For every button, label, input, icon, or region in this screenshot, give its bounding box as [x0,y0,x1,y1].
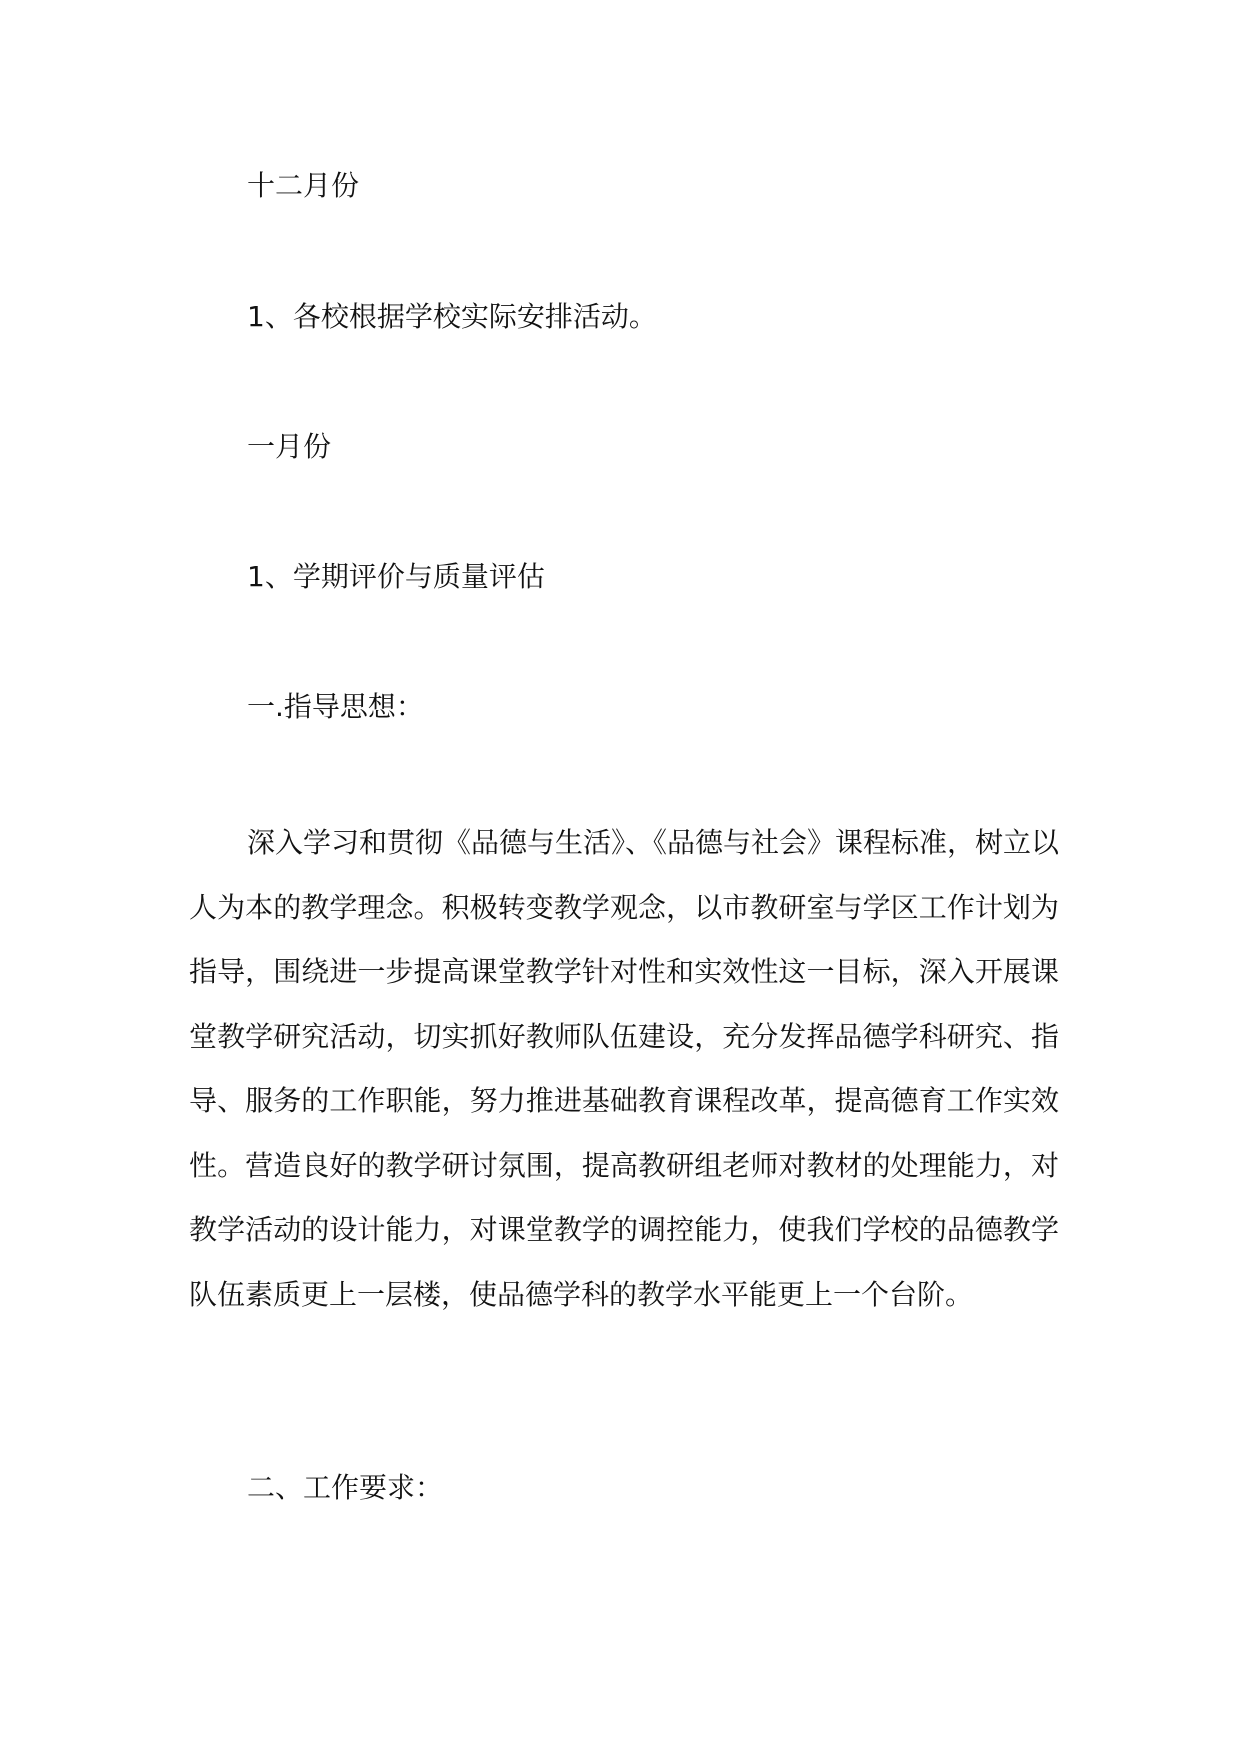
guiding-ideology-paragraph: 深入学习和贯彻《品德与生活》、《品德与社会》课程标准，树立以人为本的教学理念。积极转变教学观念，以市教研室与学区工作计划为指导，围绕进一步提高课堂教学针对性和实效性这一目标，深入开展课堂教学研究活动，切实抓好教师队伍建设，充分发挥品德学科研究、指导、服务的工作职能，努力推进基础教育课程改革，提高德育工作实效性。营造良好的教学研讨氛围，提高教研组老师对教材的处理能力，对教学活动的设计能力，对课堂教学的调控能力，使我们学校的品德教学队伍素质更上一层楼，使品德学科的教学水平能更上一个台阶。 [189,826,1060,1311]
month-heading-january: 一月份 [247,430,332,463]
december-item-1: 1、各校根据学校实际安排活动。 [247,300,657,333]
section-heading-work-requirements: 二、工作要求： [247,1471,444,1504]
month-heading-december: 十二月份 [247,169,360,202]
section-heading-guiding-ideology: 一.指导思想： [247,690,424,723]
january-item-1: 1、学期评价与质量评估 [247,560,545,593]
